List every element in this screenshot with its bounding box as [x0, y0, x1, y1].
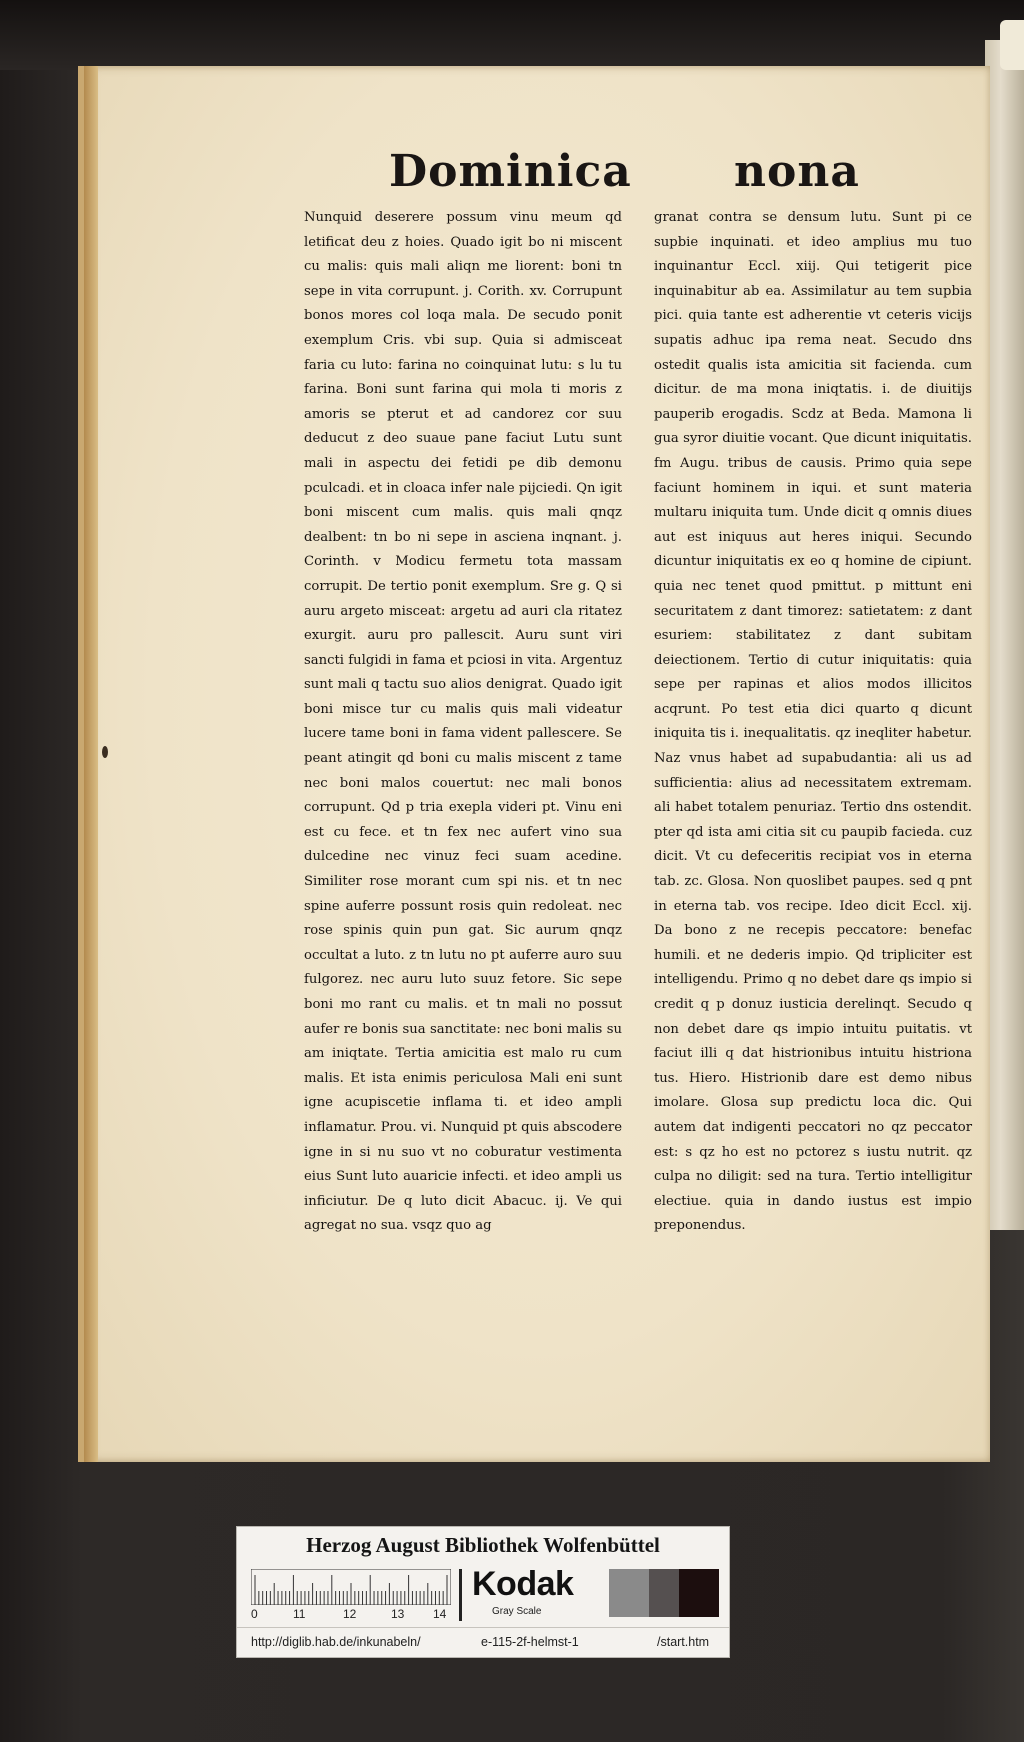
ruler-label: 13: [391, 1607, 405, 1621]
gray-swatch-medium: [609, 1569, 649, 1617]
ruler-label: 11: [293, 1607, 306, 1621]
gray-swatch-black: [679, 1569, 719, 1617]
top-shadow: [0, 0, 1024, 70]
card-footer: [237, 1627, 729, 1656]
text-column-left: Nunquid deserere possum vinu meum qd letificat deu z hoies. Quado igit bo ni miscent cu malis: quis mali aliqn me liorent: boni tn sepe in vita corrupunt. j. Corith. xv. Corrupunt bonos mores col loqa mala. De secudo ponit exemplum Cris. vbi sup. Quia si admisceat faria cu luto: farina no coinquinat lutu: s lu tu farina. Boni sunt farina qui mola ti moris z amoris se pterut et ad candorez cor suu deducut z deo suaue pane faciut Lutu sunt mali in aspectu dei fetidi pe dib demonu pculcadi. et in cloaca infer nale pijciedi. Qn igit boni miscent cum malis. quis mali qnqz dealbent: tn bo ni sepe in asciena inqnant. j. Corinth. v Modicu fermetu tota massam corrupit. De tertio ponit exemplum. Sre g. Q si auru argeto misceat: argetu ad auri cla ritatez exurgit. auru pro pallescit. Auru sunt viri sancti fulgidi in fama et pciosi in vita. Argentuz sunt mali q tactu suo alios denigrat. Quado igit boni misce tur cu malis quis mali videatur lucere tame boni in fama vident pallescere. Se peant atingit qd boni cu malis miscent z tame nec boni malos couertut: nec mali bonos corrupunt. Qd p tria exepla videri pt. Vinu eni est cu fece. et tn fex nec aufert vino sua dulcedine nec vinuz feci suam acedine. Similiter rose morant cum spi nis. et tn nec spine auferre possunt rosis quin redoleat. nec rose spinis quin pun gat. Sic aurum qnqz occultat a luto. z tn lutu no pt auferre auro suu fulgorez. nec auru luto suuz fetore. Sic sepe boni mo rant cu malis. et tn mali no possut aufer re bonis sua sanctitate: nec boni malis su am iniqtate. Tertia amicitia est malo ru cum malis. Et ista enimis periculosa Mali eni sunt igne acupiscetie inflama ti. et ideo ampli inflamatur. Prou. vi. Nunquid pt quis abscodere igne in si nu suo vt no coburatur vestimenta eius Sunt luto auaricie infecti. et ideo ampli us inficiutur. De q luto dicit Abacuc. ij. Ve qui agregat no sua. vsqz quo ag: [304, 210, 622, 1234]
kodak-logo: Kodak: [472, 1565, 574, 1603]
running-header-left: Dominica: [389, 146, 632, 197]
ruler-label: 12: [343, 1607, 357, 1621]
book-page: [78, 66, 990, 1462]
start-page-link: /start.htm: [657, 1635, 710, 1649]
ruler-labels: [251, 1607, 451, 1623]
color-calibration-card: [236, 1526, 730, 1658]
kodak-label-box: [459, 1565, 588, 1621]
ruler-label: 14: [433, 1607, 447, 1621]
binding-strip: [84, 66, 98, 1462]
digital-library-url: http://diglib.hab.de/inkunabeln/: [251, 1635, 421, 1649]
library-name: Herzog August Bibliothek Wolfenbüttel: [306, 1533, 660, 1557]
adjacent-page-edge: [985, 40, 1024, 1230]
gray-swatch-dark: [649, 1569, 679, 1617]
ruler-scale: [251, 1569, 451, 1605]
gray-scale-label: Gray Scale: [492, 1606, 542, 1617]
running-header-right: nona: [734, 146, 860, 197]
text-column-right: granat contra se densum lutu. Sunt pi ce supbie inquinati. et ideo amplius mu tuo inquinantur Eccl. xiij. Qui tetigerit pice inquinabitur ab ea. Assimilatur au tem supbia pici. quia tante est adherentie vt ceteris vicijs supatis adhuc ipa rema neat. Secudo dns ostedit qualis ista amicitia sit facienda. cum dicitur. de ma mona iniqtatis. i. de diuitijs pauperib erogadis. Scdz at Beda. Mamona li gua syror diuitie vocant. Que dicunt iniquitatis. fm Augu. tribus de causis. Primo quia sepe faciunt hominem in iqui. et sunt materia multaru iniquita tum. Unde dicit q omnis diues aut est iniquus aut heres iniqui. Secundo dicuntur iniquitatis ex eo q homine de cipiunt. quia nec tenet quod pmittut. p mittunt eni securitatem z dant timorez: satietatem: z dant esuriem: stabilitatez z dant subitam deiectionem. Tertio di cutur iniquitatis: quia sepe per rapinas et alios modos illicitos acqrunt. Po test etia dici quarto q dicunt iniquita tis i. inequalitatis. qz ineqliter habetur. Naz vnus habet ad supabudantia: ali us ad sufficientia: alius ad necessitatem extremam. ali habet totalem penuriaz. Tertio dns ostendit. pter qd ista ami citia sit cu paupib facieda. cuz dicit. Vt cu defeceritis recipiat vos in eterna tab. zc. Glosa. Non quoslibet paupes. sed q pnt in eterna tab. vos recipe. Ideo dicit Eccl. xij. Da bono z ne recepis peccatore: benefac humili. et ne dederis impio. Qd tripliciter est intelligendu. Primo q no debet dare qs impio si credit q p donuz iusticia derelinqt. Secudo q non debet dare qs impio intuitu puitatis. vt faciut illi q dat histrionibus intuitu histriona tus. Hiero. Histrionib dare est demo nibus imolare. Glosa sup predictu loca dic. Qui autem dat indigenti peccatori no qz peccator est: s qz ho est no pctorez s iustu nutrit. qz culpa no diligit: sed na tura. Tertio intelligitur electiue. quia in dando iustus est impio preponendus.: [654, 210, 972, 1234]
ruler-label: 0: [251, 1607, 258, 1621]
shelfmark: e-115-2f-helmst-1: [481, 1635, 579, 1649]
margin-mark: [102, 746, 108, 758]
adjacent-page-tab: [1000, 20, 1024, 70]
